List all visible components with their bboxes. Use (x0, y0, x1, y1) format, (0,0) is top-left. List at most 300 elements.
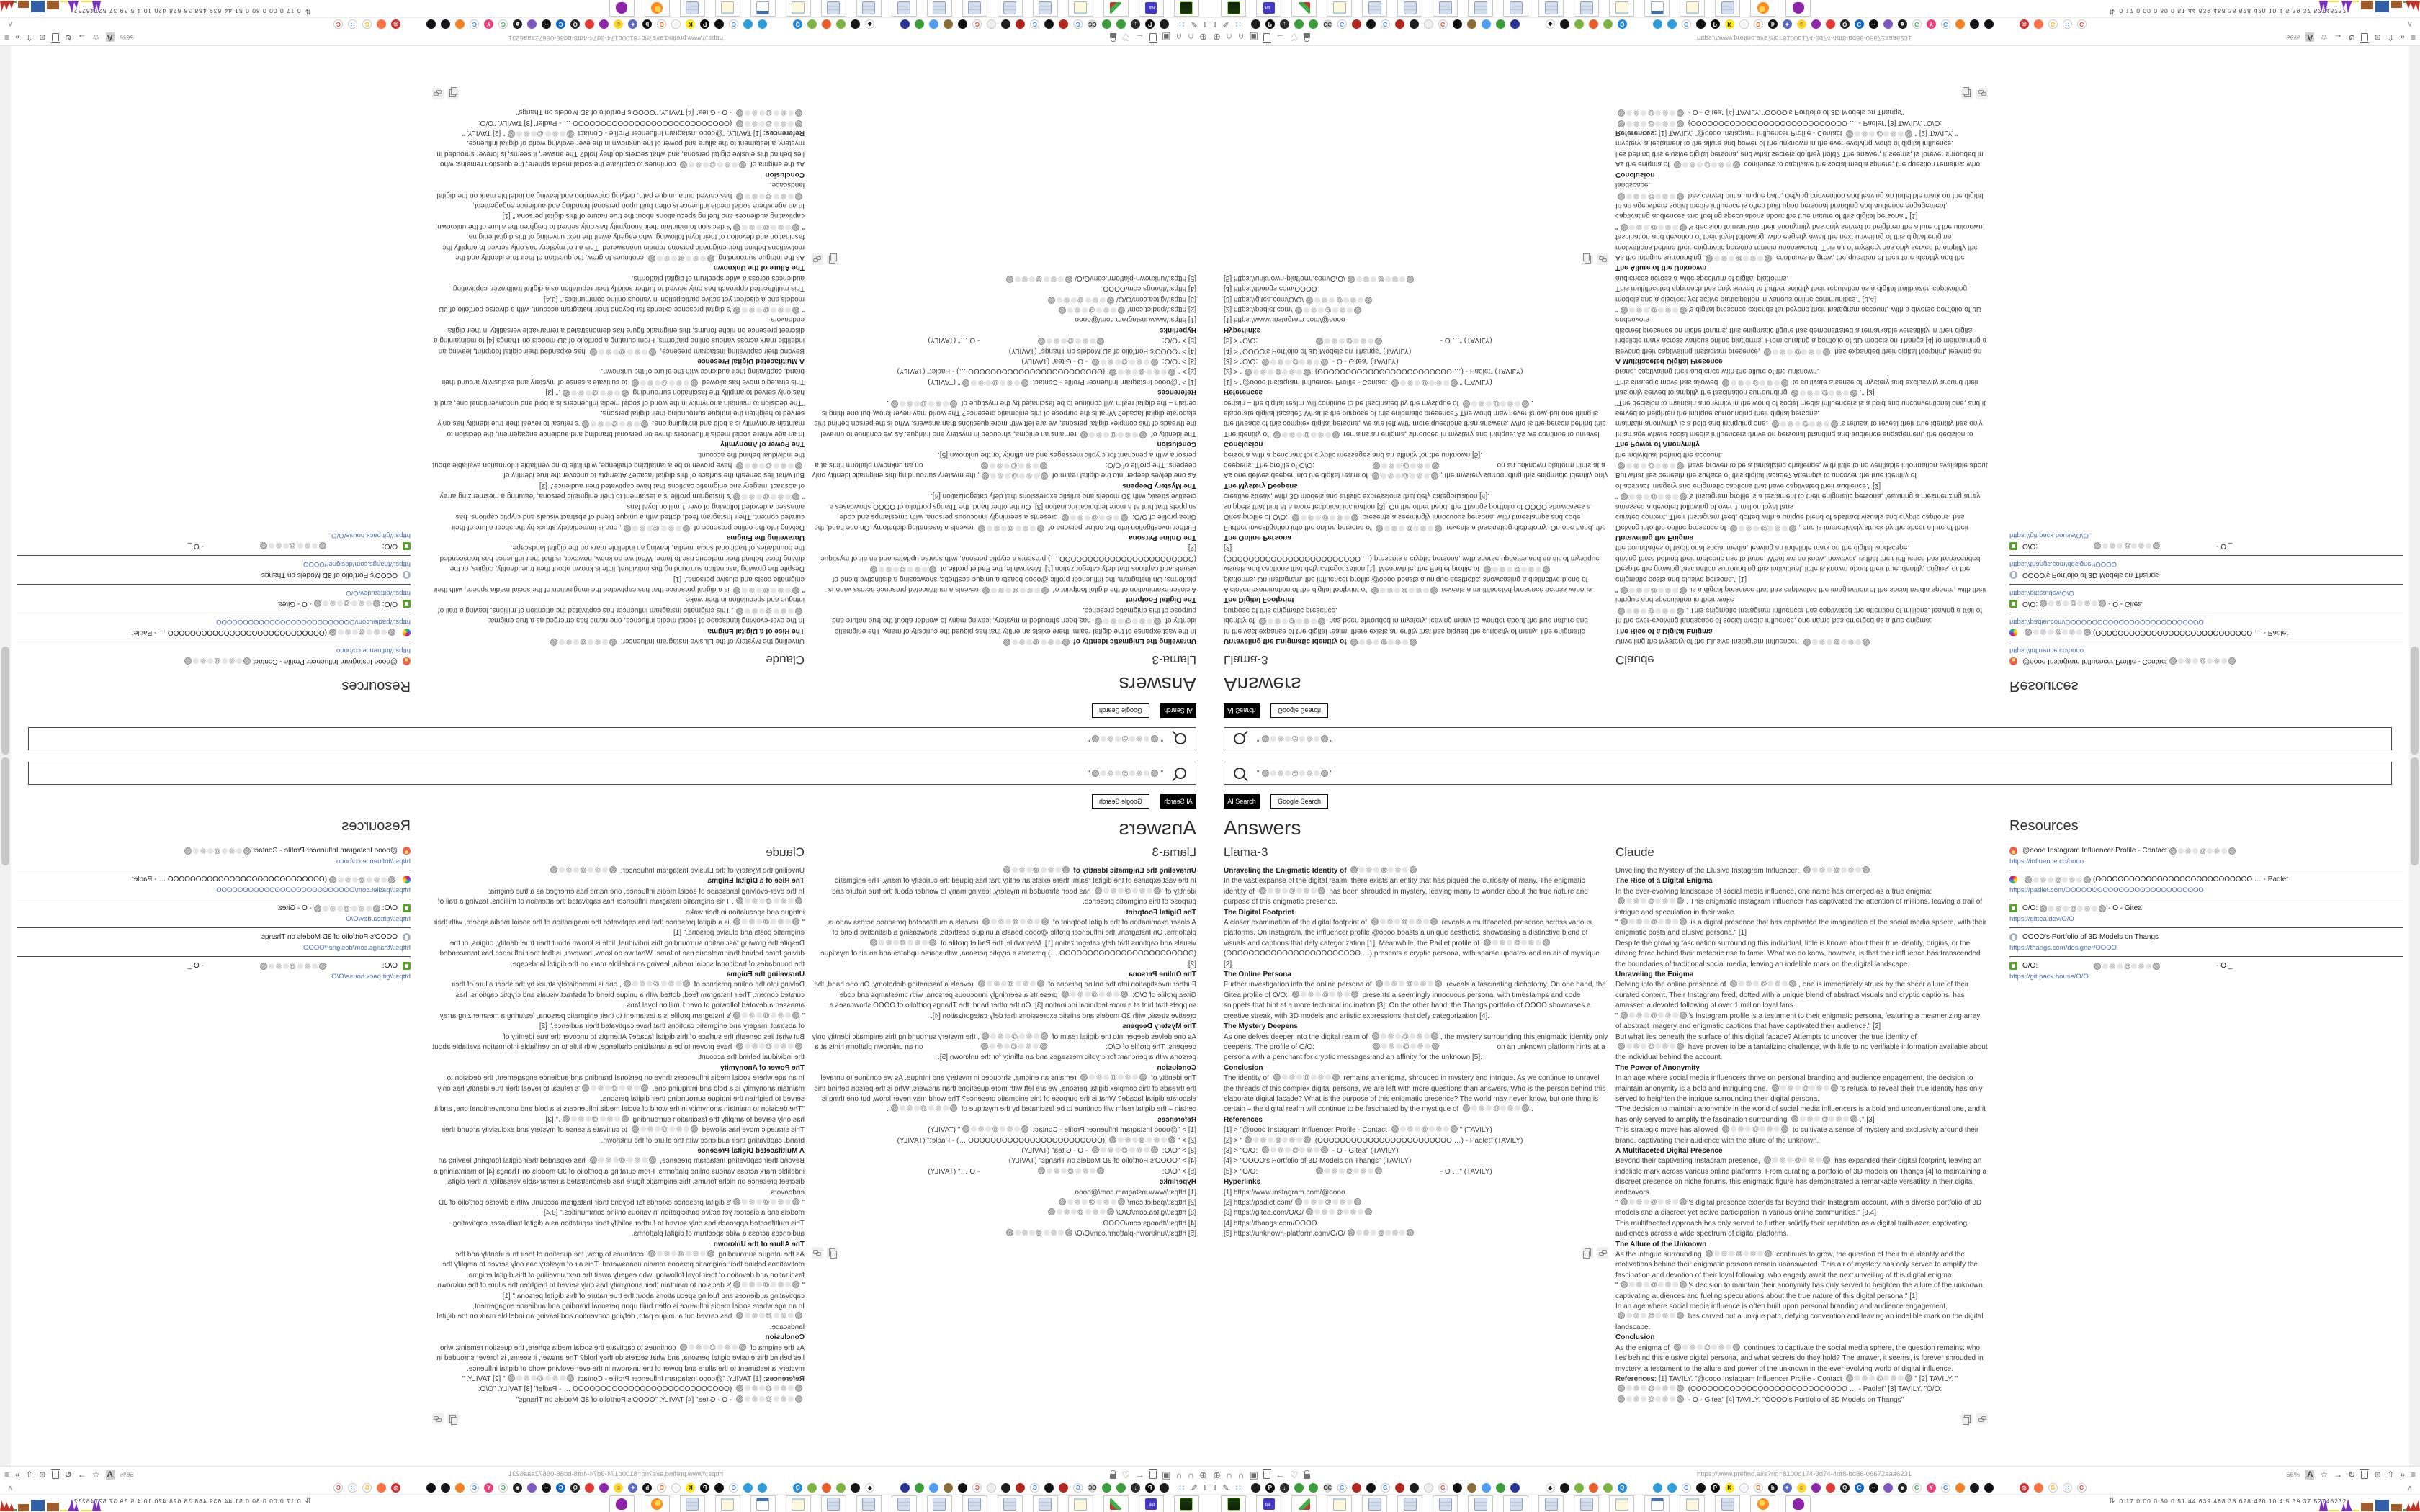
tab-favicon[interactable] (1970, 19, 1979, 29)
tab-favicon[interactable]: ◎ (391, 1483, 400, 1493)
tab-favicon[interactable]: Q (570, 1483, 580, 1493)
tab-favicon[interactable] (1510, 19, 1520, 29)
tab-favicon[interactable]: G (1682, 1483, 1691, 1493)
copy-button[interactable] (1961, 1413, 1973, 1424)
tab-favicon[interactable] (851, 19, 860, 29)
tab-favicon[interactable] (1395, 19, 1404, 29)
tab-favicon[interactable] (1001, 19, 1010, 29)
taskbar-app-mask[interactable] (1785, 1495, 1811, 1512)
tab-favicon[interactable]: ✦ (628, 1483, 637, 1493)
tab-favicon[interactable] (1589, 1483, 1598, 1493)
tab-favicon[interactable] (1294, 1483, 1304, 1493)
resource-link[interactable]: https://gittea.dev/O/O (2009, 589, 2074, 597)
forward-arrow-icon[interactable]: → (77, 32, 86, 42)
tab-favicon[interactable] (1970, 1483, 1979, 1493)
reader-font-icon[interactable]: A (2307, 1470, 2313, 1479)
taskbar-app-mask[interactable] (609, 0, 635, 17)
tab-favicon[interactable] (1160, 1483, 1169, 1493)
tab-favicon[interactable]: ↓ (1280, 19, 1289, 29)
tab-favicon[interactable]: G (333, 1483, 343, 1493)
tab-favicon[interactable]: G (1381, 1483, 1390, 1493)
tab-favicon[interactable] (1510, 1483, 1520, 1493)
resource-title[interactable]: O/O: @ - O _ (2022, 542, 2233, 550)
resource-link[interactable]: https://git.pack.house/O/O (331, 973, 411, 981)
tab-favicon[interactable] (1984, 19, 1994, 29)
taskbar-app-scroll[interactable] (1574, 1495, 1599, 1512)
tab-favicon[interactable] (1453, 19, 1462, 29)
tab-favicon[interactable]: ·· (542, 1483, 551, 1493)
tab-favicon[interactable] (743, 1483, 753, 1493)
taskbar-app-terminal[interactable] (1174, 1495, 1199, 1512)
resource-title[interactable]: @oooo Instagram Influencer Profile - Contact @ (182, 657, 398, 665)
tab-favicon[interactable]: Q (570, 19, 580, 29)
tab-favicon[interactable]: G (972, 19, 982, 29)
tab-favicon[interactable] (1251, 1483, 1260, 1493)
pages-icon[interactable]: ▣ (1249, 1469, 1258, 1480)
tab-favicon[interactable]: G (1438, 19, 1448, 29)
tab-favicon[interactable]: ◌ (671, 19, 681, 29)
tab-favicon[interactable]: G (470, 1483, 479, 1493)
taskbar-app-note[interactable] (1680, 1495, 1705, 1512)
tab-favicon[interactable] (1826, 19, 1835, 29)
tab-favicon[interactable]: ☺ (1797, 1483, 1806, 1493)
forward-arrow-icon[interactable]: → (2334, 32, 2343, 42)
taskbar-app-scroll[interactable] (1503, 0, 1528, 17)
tab-favicon[interactable]: Y (484, 1483, 493, 1493)
tab-favicon[interactable] (900, 19, 910, 29)
tab-favicon[interactable]: ☺ (614, 1483, 623, 1493)
copy-button[interactable] (447, 1413, 459, 1424)
tab-favicon[interactable]: G (362, 19, 372, 29)
taskbar-app-note[interactable] (1327, 0, 1352, 17)
tab-favicon[interactable]: G (1438, 1483, 1448, 1493)
tab-favicon[interactable] (1696, 1483, 1706, 1493)
google-search-button[interactable]: Google Search (1270, 703, 1328, 718)
tab-favicon[interactable]: Q (1618, 19, 1627, 29)
back-arrow-icon[interactable]: ← (1275, 32, 1285, 43)
tab-favicon[interactable]: ↓ (1131, 1483, 1140, 1493)
ai-search-button[interactable]: AI Search (1160, 703, 1196, 718)
tab-favicon[interactable]: G (498, 19, 508, 29)
resource-title[interactable]: OOOO's Portfolio of 3D Models on Thangs (261, 571, 398, 579)
tab-favicon[interactable] (426, 1483, 436, 1493)
taskbar-app-window[interactable] (1644, 0, 1670, 17)
tab-favicon[interactable] (1424, 19, 1433, 29)
taskbar-app-mask[interactable] (1785, 0, 1811, 17)
resource-link[interactable]: https://thangs.com/designer/OOOO (303, 944, 411, 952)
tab-favicon[interactable]: G (1337, 19, 1347, 29)
tab-favicon[interactable]: ◆ (865, 1483, 874, 1493)
tab-favicon[interactable] (1251, 19, 1260, 29)
taskbar-app-scroll[interactable] (1715, 0, 1740, 17)
tab-favicon[interactable] (714, 19, 724, 29)
tab-favicon[interactable] (599, 19, 609, 29)
scrollbar-thumb[interactable] (2411, 647, 2419, 755)
taskbar-app-firefox[interactable] (1750, 0, 1775, 17)
tab-favicon[interactable]: G (972, 1483, 982, 1493)
tab-favicon[interactable] (1395, 1483, 1404, 1493)
resource-link[interactable]: https://padlet.com/OOOOOOOOOOOOOOOOOOOOOOOOOO (2009, 618, 2204, 626)
tab-favicon[interactable] (1589, 19, 1598, 29)
tab-favicon[interactable] (377, 19, 386, 29)
tab-favicon[interactable]: ☻ (1898, 1483, 1907, 1493)
share-link-button[interactable] (812, 1247, 823, 1259)
copy-button[interactable] (827, 1247, 838, 1259)
resource-link[interactable]: https://git.pack.house/O/O (2009, 531, 2089, 539)
tab-favicon[interactable]: Q (1840, 19, 1850, 29)
tab-favicon[interactable] (944, 19, 953, 29)
copy-button[interactable] (447, 88, 459, 99)
tab-favicon[interactable]: b (642, 19, 652, 29)
trash-icon[interactable] (52, 1471, 59, 1479)
taskbar-app-scroll[interactable] (821, 1495, 846, 1512)
tab-favicon[interactable] (1883, 19, 1893, 29)
taskbar-app-scroll[interactable] (1362, 1495, 1387, 1512)
tab-favicon[interactable]: P (1145, 1483, 1155, 1493)
more-chevrons-icon[interactable]: » (2400, 32, 2405, 42)
tab-favicon[interactable]: ·· (542, 19, 551, 29)
tab-favicon[interactable] (1044, 19, 1054, 29)
tab-favicon[interactable]: Y (1927, 19, 1936, 29)
pencil-icon[interactable]: ✎ (1222, 1484, 1229, 1493)
tab-favicon[interactable]: ☺ (614, 19, 623, 29)
tab-favicon[interactable] (1102, 1483, 1111, 1493)
tab-favicon[interactable] (1102, 19, 1111, 29)
taskbar-app-scroll[interactable] (1433, 1495, 1458, 1512)
reader-font-icon[interactable]: A (2307, 33, 2313, 42)
trash-icon[interactable] (1150, 1471, 1157, 1479)
trash-icon[interactable] (2361, 1471, 2368, 1479)
taskbar-app-scroll[interactable] (1397, 0, 1422, 17)
tab-favicon[interactable] (1653, 1483, 1662, 1493)
resource-title[interactable]: OOOO's Portfolio of 3D Models on Thangs (2022, 571, 2159, 579)
tab-favicon[interactable] (527, 1483, 537, 1493)
tab-favicon[interactable]: G (1381, 19, 1390, 29)
tab-favicon[interactable]: C (1855, 1483, 1864, 1493)
tab-favicon[interactable]: CC (1088, 21, 1097, 27)
tab-favicon[interactable] (377, 1483, 386, 1493)
taskbar-app-pen[interactable] (1103, 0, 1129, 17)
tab-favicon[interactable] (958, 19, 967, 29)
trash-icon[interactable] (1263, 1471, 1270, 1479)
taskbar-app-scroll[interactable] (962, 0, 987, 17)
taskbar-app-scroll[interactable] (998, 0, 1023, 17)
dots-icon[interactable]: ∷ (1235, 19, 1241, 28)
taskbar-app-note[interactable] (1680, 0, 1705, 17)
tab-favicon[interactable]: O (1754, 1483, 1763, 1493)
resource-link[interactable]: https://influence.co/oooo (336, 858, 411, 865)
taskbar-app-scroll[interactable] (927, 0, 952, 17)
globe-icon[interactable]: ⊕ (38, 32, 46, 42)
taskbar-app-scroll[interactable] (1433, 0, 1458, 17)
tab-favicon[interactable]: G (362, 1483, 372, 1493)
pencil-icon[interactable]: ✎ (1191, 19, 1198, 28)
reload-icon[interactable]: ↻ (2348, 32, 2356, 42)
tab-favicon[interactable] (900, 1483, 910, 1493)
tab-favicon[interactable] (944, 1483, 953, 1493)
tab-favicon[interactable]: Q (793, 19, 802, 29)
tab-favicon[interactable] (1826, 1483, 1835, 1493)
tab-favicon[interactable] (1309, 1483, 1318, 1493)
resource-link[interactable]: https://thangs.com/designer/OOOO (2009, 560, 2117, 568)
tab-favicon[interactable] (1366, 19, 1376, 29)
headset-icon[interactable]: ∩ (1237, 32, 1245, 43)
taskbar-app-note[interactable] (1609, 1495, 1634, 1512)
resource-link[interactable]: https://thangs.com/designer/OOOO (303, 560, 411, 568)
trash-icon[interactable] (1263, 34, 1270, 42)
resource-title[interactable]: @oooo Instagram Influencer Profile - Contact @ (2022, 847, 2238, 855)
headset-icon[interactable]: ∩ (1175, 32, 1183, 43)
tab-favicon[interactable]: P (1265, 1483, 1275, 1493)
pencil-icon[interactable]: ✎ (1222, 19, 1229, 28)
chevron-up-icon[interactable]: ∧ (2406, 19, 2413, 28)
tab-favicon[interactable]: Q (793, 1483, 802, 1493)
tab-favicon[interactable]: O (657, 19, 666, 29)
ai-search-button[interactable]: AI Search (1224, 794, 1260, 809)
trash-icon[interactable] (2361, 34, 2368, 42)
tab-favicon[interactable] (836, 1483, 846, 1493)
scrollbar-thumb[interactable] (1, 757, 9, 865)
google-search-button[interactable]: Google Search (1092, 703, 1150, 718)
chevron-up-icon[interactable]: ∧ (7, 1484, 14, 1493)
scrollbar-thumb[interactable] (1, 647, 9, 755)
globe-icon[interactable]: ⊕ (2374, 32, 2382, 42)
resource-title[interactable]: @oooo Instagram Influencer Profile - Contact @ (2022, 657, 2238, 665)
resource-title[interactable]: O/O: @ - O - Gitea (2022, 904, 2142, 912)
tab-favicon[interactable]: G (1030, 1483, 1039, 1493)
tab-favicon[interactable]: G (1912, 19, 1922, 29)
taskbar-app-window[interactable] (750, 0, 776, 17)
headset-icon[interactable]: ∩ (1187, 32, 1195, 43)
pages-icon[interactable]: ▣ (1249, 32, 1258, 43)
tab-favicon[interactable]: ✦ (1783, 19, 1792, 29)
tab-favicon[interactable] (987, 1483, 996, 1493)
resource-title[interactable]: O/O: @ - O _ (2022, 962, 2233, 970)
headset-icon[interactable]: ∩ (1175, 1469, 1183, 1480)
resource-title[interactable]: O/O: @ - O - Gitea (278, 600, 398, 608)
tab-favicon[interactable]: G (1912, 1483, 1922, 1493)
tab-favicon[interactable] (1410, 1483, 1419, 1493)
shield-icon[interactable]: ♡ (1289, 32, 1299, 43)
resource-link[interactable]: https://influence.co/oooo (336, 647, 411, 654)
tab-favicon[interactable]: ◆ (1546, 1483, 1555, 1493)
tab-favicon[interactable]: ◌ (1739, 19, 1749, 29)
tab-favicon[interactable]: P (1265, 19, 1275, 29)
tab-favicon[interactable] (1811, 1483, 1821, 1493)
tab-favicon[interactable] (1059, 1483, 1068, 1493)
tab-favicon[interactable] (1603, 19, 1613, 29)
tab-favicon[interactable]: Y (1927, 1483, 1936, 1493)
tab-favicon[interactable] (836, 19, 846, 29)
taskbar-app-pen[interactable] (1291, 1495, 1317, 1512)
headset-icon[interactable]: ∩ (1187, 1469, 1195, 1480)
taskbar-app-mask[interactable] (609, 1495, 635, 1512)
share-icon[interactable]: ⇧ (25, 1470, 33, 1480)
tab-favicon[interactable]: ◌ (1739, 1483, 1749, 1493)
pause-icon[interactable]: ‖ (1204, 1483, 1207, 1493)
tab-favicon[interactable] (1453, 1483, 1462, 1493)
share-link-button[interactable] (1597, 253, 1608, 265)
taskbar-app-scroll[interactable] (1362, 0, 1387, 17)
tab-favicon[interactable]: ◎ (2020, 19, 2029, 29)
tab-favicon[interactable] (758, 1483, 767, 1493)
taskbar-app-scroll[interactable] (962, 1495, 987, 1512)
pages-icon[interactable]: ▣ (1162, 32, 1171, 43)
tab-favicon[interactable] (1352, 19, 1361, 29)
menu-icon[interactable]: ≡ (4, 32, 10, 42)
resource-link[interactable]: https://gittea.dev/O/O (2009, 915, 2074, 923)
tab-favicon[interactable]: ∷ (348, 19, 357, 29)
taskbar-app-note[interactable] (715, 0, 740, 17)
back-arrow-icon[interactable]: ← (1135, 32, 1145, 43)
tab-favicon[interactable]: G (333, 19, 343, 29)
taskbar-app-floppy64[interactable] (1256, 1495, 1281, 1512)
taskbar-app-window[interactable] (750, 1495, 776, 1512)
tab-favicon[interactable] (585, 1483, 594, 1493)
pencil-icon[interactable]: ✎ (1191, 1484, 1198, 1493)
shield-icon[interactable]: ♡ (1121, 1469, 1131, 1480)
tab-favicon[interactable]: ✦ (628, 19, 637, 29)
headset-icon[interactable]: ∩ (1225, 1469, 1233, 1480)
tab-favicon[interactable]: K (1725, 19, 1734, 29)
tab-favicon[interactable]: G (1337, 1483, 1347, 1493)
tab-favicon[interactable] (426, 19, 436, 29)
tab-favicon[interactable] (441, 1483, 450, 1493)
tab-favicon[interactable]: ◎ (2020, 1483, 2029, 1493)
tab-favicon[interactable] (1116, 19, 1126, 29)
taskbar-app-scroll[interactable] (856, 1495, 882, 1512)
tab-favicon[interactable] (958, 1483, 967, 1493)
search-input[interactable] (28, 762, 1196, 785)
taskbar-app-scroll[interactable] (856, 0, 882, 17)
taskbar-app-terminal[interactable] (1221, 0, 1246, 17)
taskbar-app-scroll[interactable] (1715, 1495, 1740, 1512)
resource-link[interactable]: https://thangs.com/designer/OOOO (2009, 944, 2117, 952)
tab-favicon[interactable]: G (729, 19, 738, 29)
tab-favicon[interactable]: ·· (1869, 19, 1878, 29)
resource-title[interactable]: @ (OOOOOOOOOOOOOOOOOOOOOOOOOOOO … - Padlet (2022, 876, 2288, 883)
tab-favicon[interactable] (2034, 1483, 2043, 1493)
dots-icon[interactable]: ∷ (1235, 1484, 1241, 1493)
tab-favicon[interactable]: ✦ (1783, 1483, 1792, 1493)
tab-favicon[interactable] (441, 19, 450, 29)
dots-icon[interactable]: ∷ (1179, 1484, 1185, 1493)
copy-button[interactable] (1582, 253, 1593, 265)
copy-button[interactable] (827, 253, 838, 265)
tab-favicon[interactable] (822, 19, 831, 29)
tab-favicon[interactable]: CC (1088, 1485, 1097, 1491)
tab-favicon[interactable] (1811, 19, 1821, 29)
tab-favicon[interactable] (1294, 19, 1304, 29)
resource-link[interactable]: https://padlet.com/OOOOOOOOOOOOOOOOOOOOOOOOOO (216, 618, 411, 626)
resource-link[interactable]: https://gittea.dev/O/O (346, 915, 411, 923)
taskbar-app-scroll[interactable] (1503, 1495, 1528, 1512)
tab-favicon[interactable]: P (700, 1483, 709, 1493)
taskbar-app-pen[interactable] (1291, 0, 1317, 17)
tab-favicon[interactable]: ◆ (1546, 19, 1555, 29)
tab-favicon[interactable]: CC (1323, 1485, 1332, 1491)
tab-favicon[interactable]: CC (1323, 21, 1332, 27)
tab-favicon[interactable] (599, 1483, 609, 1493)
tab-favicon[interactable]: O (657, 1483, 666, 1493)
taskbar-app-scroll[interactable] (1538, 0, 1564, 17)
forward-arrow-icon[interactable]: → (77, 1470, 86, 1480)
tab-favicon[interactable]: Y (484, 19, 493, 29)
resource-title[interactable]: O/O: @ - O - Gitea (2022, 600, 2142, 608)
tab-favicon[interactable] (1560, 19, 1569, 29)
resource-title[interactable]: OOOO's Portfolio of 3D Models on Thangs (261, 933, 398, 941)
share-link-button[interactable] (1976, 88, 1988, 99)
globe-icon[interactable]: ⊕ (1199, 1469, 1207, 1480)
taskbar-app-scroll[interactable] (892, 0, 917, 17)
share-link-button[interactable] (1597, 1247, 1608, 1259)
tab-favicon[interactable]: G (1073, 19, 1083, 29)
tab-favicon[interactable]: G (1073, 1483, 1083, 1493)
page-scrollbar[interactable] (2409, 46, 2420, 756)
taskbar-app-note[interactable] (786, 1495, 811, 1512)
tab-favicon[interactable] (915, 1483, 924, 1493)
tab-favicon[interactable]: ◌ (671, 1483, 681, 1493)
tab-favicon[interactable]: G (2077, 19, 2087, 29)
tab-favicon[interactable]: C (556, 19, 565, 29)
tab-favicon[interactable] (1560, 1483, 1569, 1493)
tab-favicon[interactable]: ∷ (348, 1483, 357, 1493)
tab-favicon[interactable] (2034, 19, 2043, 29)
back-arrow-icon[interactable]: ← (1135, 1469, 1145, 1480)
resource-link[interactable]: https://padlet.com/OOOOOOOOOOOOOOOOOOOOOOOOOO (2009, 886, 2204, 894)
tab-favicon[interactable]: K (686, 1483, 695, 1493)
tab-favicon[interactable]: P (1711, 1483, 1720, 1493)
tab-favicon[interactable]: G (2048, 1483, 2058, 1493)
resource-title[interactable]: @oooo Instagram Influencer Profile - Contact @ (182, 847, 398, 855)
resource-link[interactable]: https://influence.co/oooo (2009, 858, 2084, 865)
taskbar-app-scroll[interactable] (1033, 1495, 1058, 1512)
tab-favicon[interactable]: G (1682, 19, 1691, 29)
shield-icon[interactable]: ♡ (1289, 1469, 1299, 1480)
share-link-button[interactable] (812, 253, 823, 265)
tab-favicon[interactable]: ◎ (391, 19, 400, 29)
tab-favicon[interactable] (1001, 1483, 1010, 1493)
tab-favicon[interactable]: P (1145, 19, 1155, 29)
tab-favicon[interactable] (1016, 19, 1025, 29)
bookmark-star-icon[interactable]: ☆ (91, 32, 100, 42)
tab-favicon[interactable] (1410, 19, 1419, 29)
tab-favicon[interactable] (1424, 1483, 1433, 1493)
tab-favicon[interactable] (929, 19, 938, 29)
shield-icon[interactable]: ♡ (1121, 32, 1131, 43)
tab-favicon[interactable] (714, 1483, 724, 1493)
bookmark-star-icon[interactable]: ☆ (91, 1470, 100, 1480)
tab-favicon[interactable]: Q (1840, 1483, 1850, 1493)
reader-font-icon[interactable]: A (107, 1470, 113, 1479)
tab-favicon[interactable]: ↓ (1280, 1483, 1289, 1493)
resource-link[interactable]: https://padlet.com/OOOOOOOOOOOOOOOOOOOOOOOOOO (216, 886, 411, 894)
tab-favicon[interactable] (1309, 19, 1318, 29)
tab-favicon[interactable]: O (1754, 19, 1763, 29)
tab-favicon[interactable] (1366, 1483, 1376, 1493)
taskbar-app-scroll[interactable] (892, 1495, 917, 1512)
tab-favicon[interactable]: G (1941, 19, 1950, 29)
tab-favicon[interactable] (915, 19, 924, 29)
tab-favicon[interactable] (1603, 1483, 1613, 1493)
tab-favicon[interactable]: ·· (1869, 1483, 1878, 1493)
tab-favicon[interactable] (1482, 19, 1491, 29)
taskbar-app-floppy64[interactable] (1256, 0, 1281, 17)
taskbar-app-scroll[interactable] (1538, 1495, 1564, 1512)
taskbar-app-scroll[interactable] (821, 0, 846, 17)
zoom-level[interactable]: 56% (120, 33, 134, 42)
pause-icon[interactable]: ‖ (1213, 19, 1216, 29)
